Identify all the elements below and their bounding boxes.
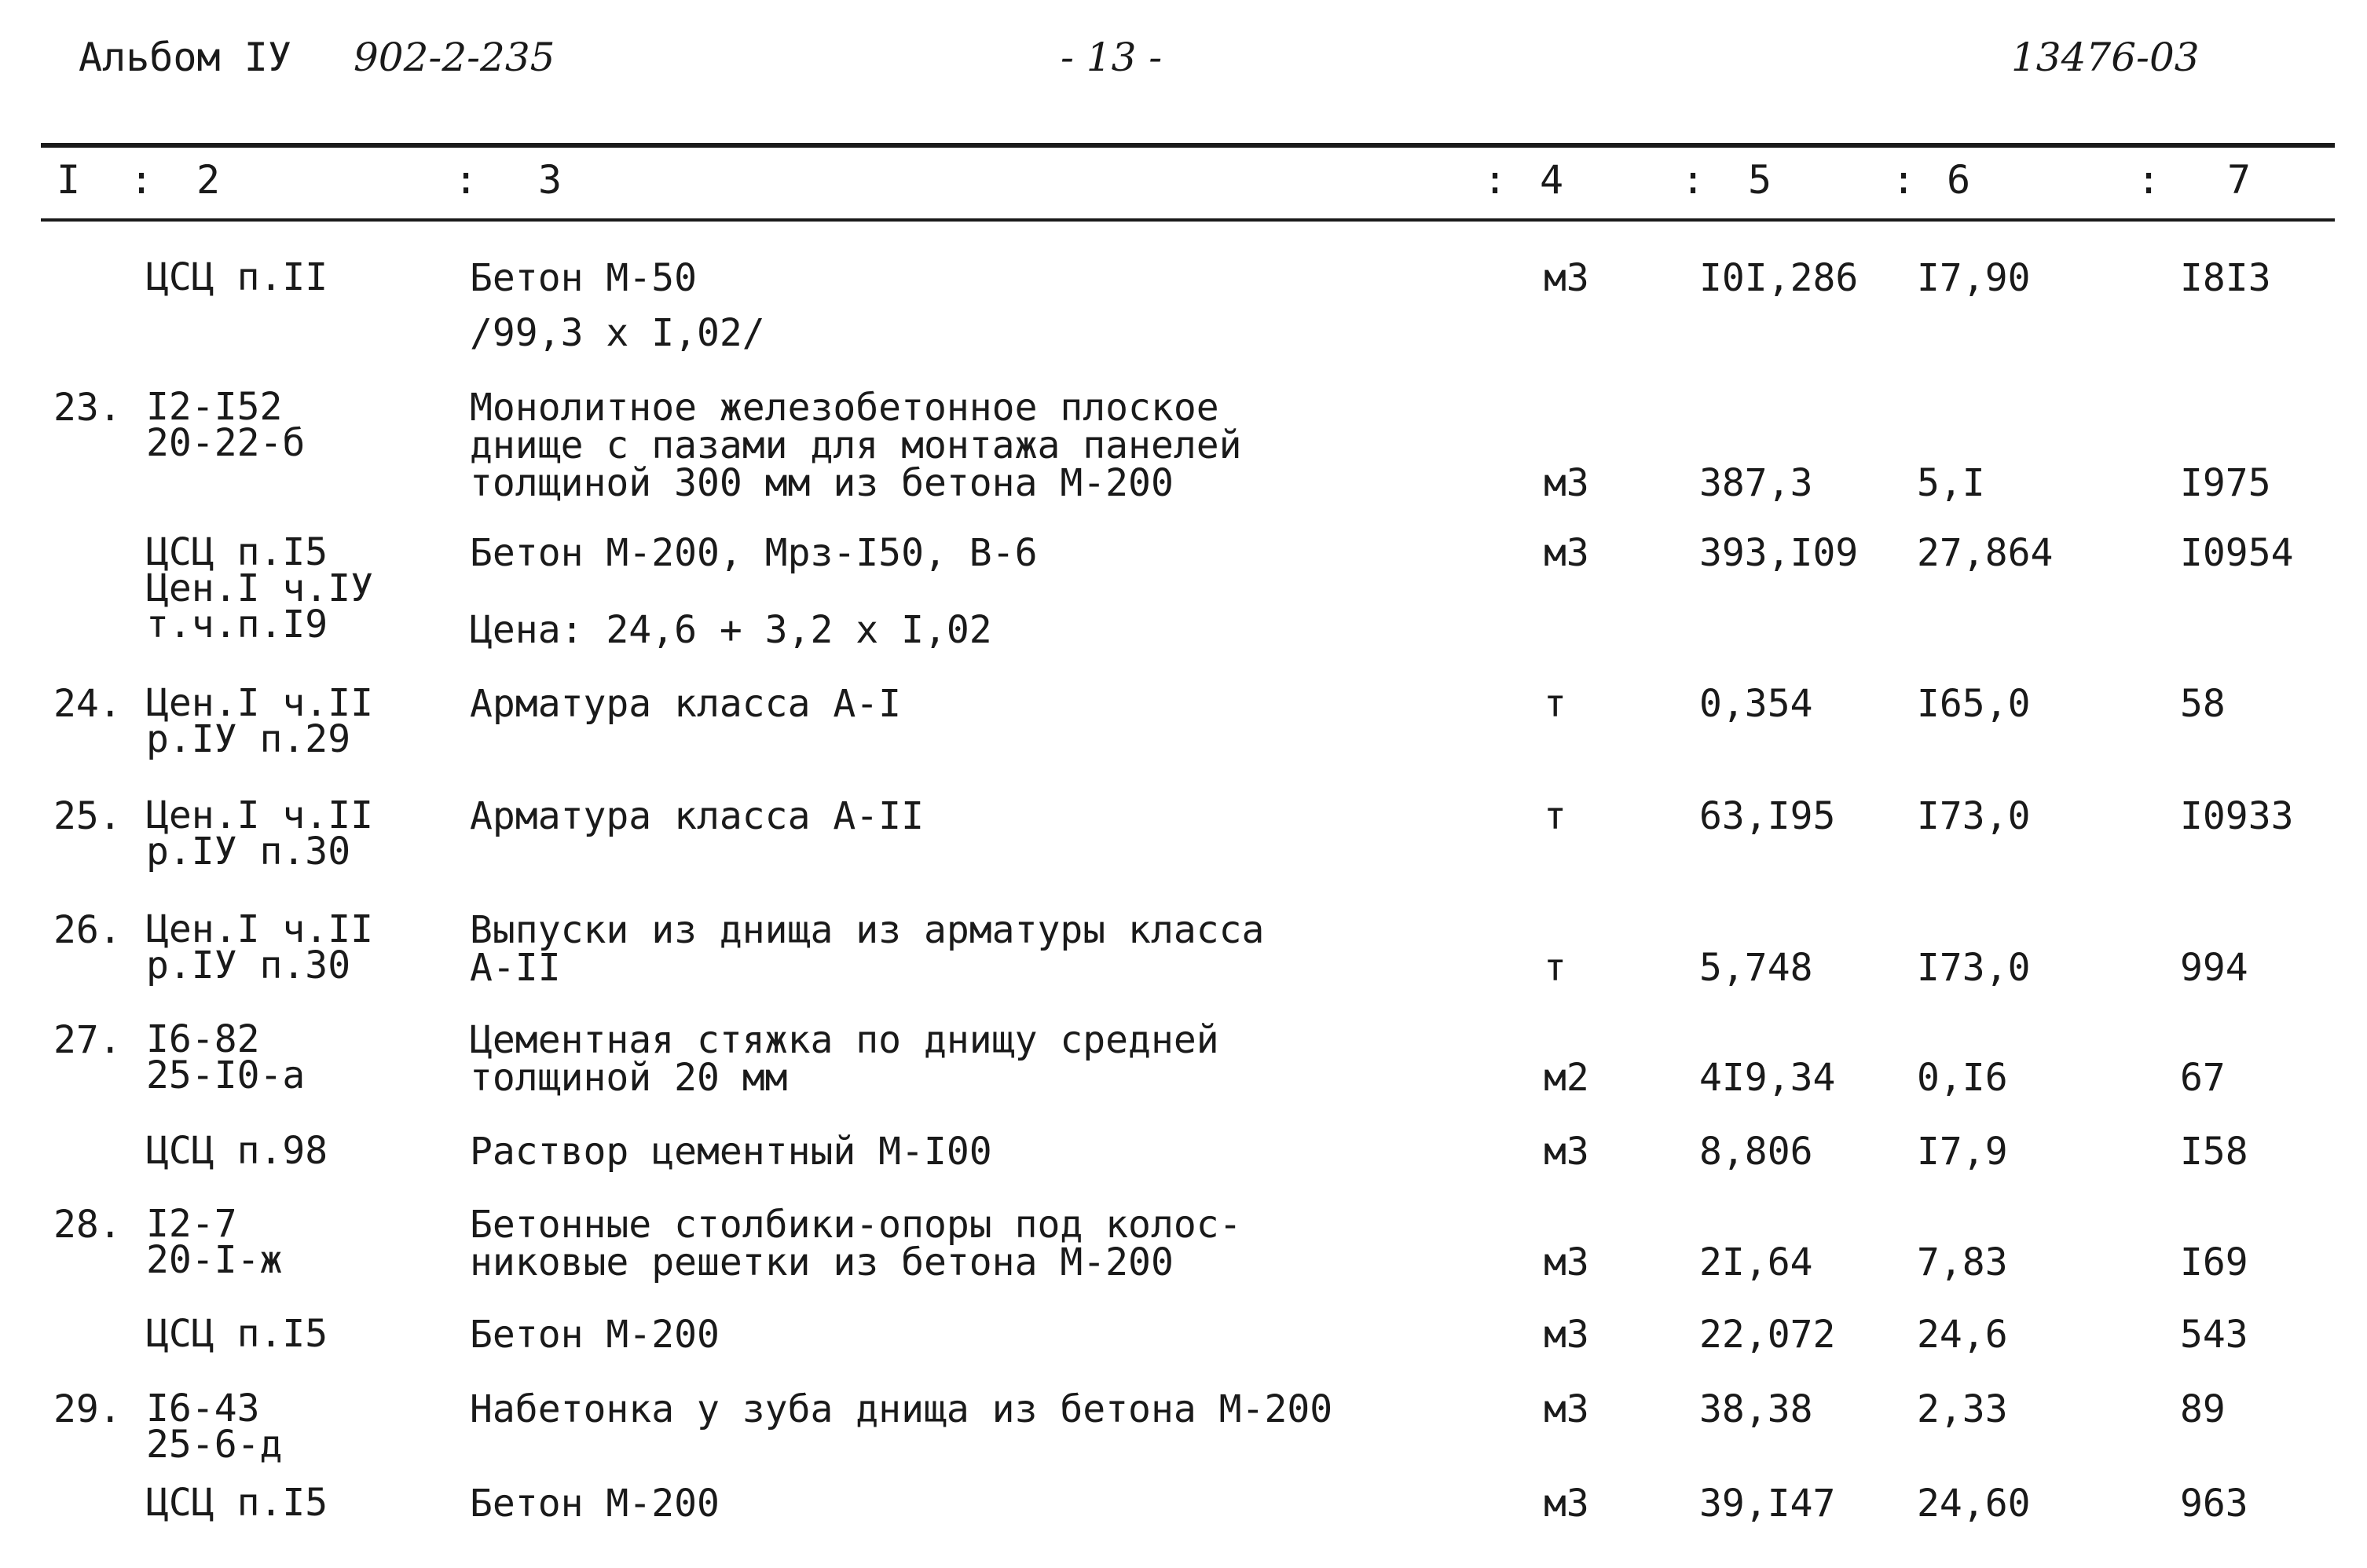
header-bottom-rule [41,218,2335,222]
unit-price: 2,33 [1917,1387,2008,1431]
unit-price: I73,0 [1917,794,2031,838]
work-description: Бетон М-200 [470,1482,720,1526]
quantity: 4I9,34 [1699,1056,1836,1100]
unit: т [1544,794,1566,838]
unit: м3 [1544,1387,1589,1431]
table-top-rule [41,143,2335,148]
total-cost: I58 [2180,1130,2248,1174]
total-cost: 543 [2180,1313,2248,1357]
unit: м3 [1544,1240,1589,1284]
unit-price: I7,90 [1917,256,2031,300]
unit: м2 [1544,1056,1589,1100]
doc-number: 13476-03 [2011,35,2200,80]
page-number: - 13 - [1061,35,1163,80]
norm-code: ЦСЦ п.I5 [146,1481,328,1525]
item-number: 27. [53,1018,122,1062]
norm-code: ЦСЦ п.I5 [146,1312,328,1356]
col-6-sep: : [1892,157,1916,203]
total-cost: 89 [2180,1387,2226,1431]
norm-code: ЦСЦ п.98 [146,1129,328,1173]
quantity: 39,I47 [1699,1482,1836,1526]
item-number: 29. [53,1387,122,1431]
unit: м3 [1544,461,1589,505]
unit: т [1544,946,1566,990]
unit-price: I65,0 [1917,682,2031,726]
total-cost: I69 [2180,1240,2248,1284]
work-description: Бетонные столбики-опоры под колос- никовые решетки из бетона М-200 [470,1203,1242,1284]
unit-price: 7,83 [1917,1240,2008,1284]
work-description: Бетон М-200 [470,1313,720,1357]
quantity: 387,3 [1699,461,1813,505]
item-number: 23. [53,386,122,430]
norm-code: Цен.I ч.II р.IУ п.29 [146,681,373,761]
unit: м3 [1544,531,1589,575]
work-description: Бетон М-200, Мрз-I50, В-6 [470,531,1038,575]
work-description: Арматура класса А-I [470,682,902,726]
total-cost: I0933 [2180,794,2294,838]
quantity: 8,806 [1699,1130,1813,1174]
work-description: Выпуски из днища из арматуры класса А-II [470,908,1265,990]
unit-price: 27,864 [1917,531,2054,575]
work-description: Цементная стяжка по днищу средней толщиной 20 мм [470,1018,1219,1100]
norm-code: Цен.I ч.II р.IУ п.30 [146,793,373,874]
quantity: 5,748 [1699,946,1813,990]
unit: м3 [1544,1130,1589,1174]
col-4-header: 4 [1540,157,1564,203]
quantity: 393,I09 [1699,531,1859,575]
album-label: Альбом IУ [79,35,291,80]
norm-code: I6-43 25-6-д [146,1387,283,1467]
quantity: 22,072 [1699,1313,1836,1357]
norm-code: I2-7 20-I-ж [146,1202,283,1282]
unit-price: 24,6 [1917,1313,2008,1357]
quantity: I0I,286 [1699,256,1859,300]
work-description: Цена: 24,6 + 3,2 x I,02 [470,608,992,652]
quantity: 63,I95 [1699,794,1836,838]
unit: т [1544,682,1566,726]
quantity: 2I,64 [1699,1240,1813,1284]
norm-code: ЦСЦ п.I5 Цен.I ч.IУ т.ч.п.I9 [146,530,373,647]
col-3-header: 3 [538,157,562,203]
unit: м3 [1544,1313,1589,1357]
item-number: 26. [53,908,122,952]
unit-price: 5,I [1917,461,1985,505]
unit-price: I73,0 [1917,946,2031,990]
work-description: Бетон М-50 [470,256,697,300]
total-cost: 994 [2180,946,2248,990]
total-cost: 67 [2180,1056,2226,1100]
col-7-header: 7 [2227,157,2252,203]
work-description: Монолитное железобетонное плоское днище с пазами для монтажа панелей толщиной 300 мм из бетона М-200 [470,386,1242,505]
unit: м3 [1544,1482,1589,1526]
total-cost: I0954 [2180,531,2294,575]
quantity: 0,354 [1699,682,1813,726]
work-description: /99,3 x I,02/ [470,311,765,355]
norm-code: ЦСЦ п.II [146,255,328,299]
unit-price: 0,I6 [1917,1056,2008,1100]
norm-code: Цен.I ч.II р.IУ п.30 [146,907,373,987]
item-number: 24. [53,682,122,726]
total-cost: I8I3 [2180,256,2271,300]
total-cost: 963 [2180,1482,2248,1526]
item-number: 25. [53,794,122,838]
work-description: Набетонка у зуба днища из бетона М-200 [470,1387,1333,1431]
col-1-header: I [57,157,81,203]
work-description: Раствор цементный М-I00 [470,1130,992,1174]
project-code: 902-2-235 [354,35,555,80]
col-5-sep: : [1681,157,1706,203]
col-4-sep: : [1483,157,1508,203]
quantity: 38,38 [1699,1387,1813,1431]
col-3-sep: : [454,157,478,203]
unit-price: I7,9 [1917,1130,2008,1174]
col-7-sep: : [2137,157,2161,203]
unit-price: 24,60 [1917,1482,2031,1526]
item-number: 28. [53,1203,122,1247]
col-5-header: 5 [1748,157,1772,203]
work-description: Арматура класса А-II [470,794,924,838]
total-cost: 58 [2180,682,2226,726]
col-2-sep: : [130,157,154,203]
norm-code: I2-I52 20-22-б [146,385,306,465]
total-cost: I975 [2180,461,2271,505]
col-6-header: 6 [1947,157,1971,203]
unit: м3 [1544,256,1589,300]
col-2-header: 2 [196,157,221,203]
norm-code: I6-82 25-I0-а [146,1017,306,1097]
